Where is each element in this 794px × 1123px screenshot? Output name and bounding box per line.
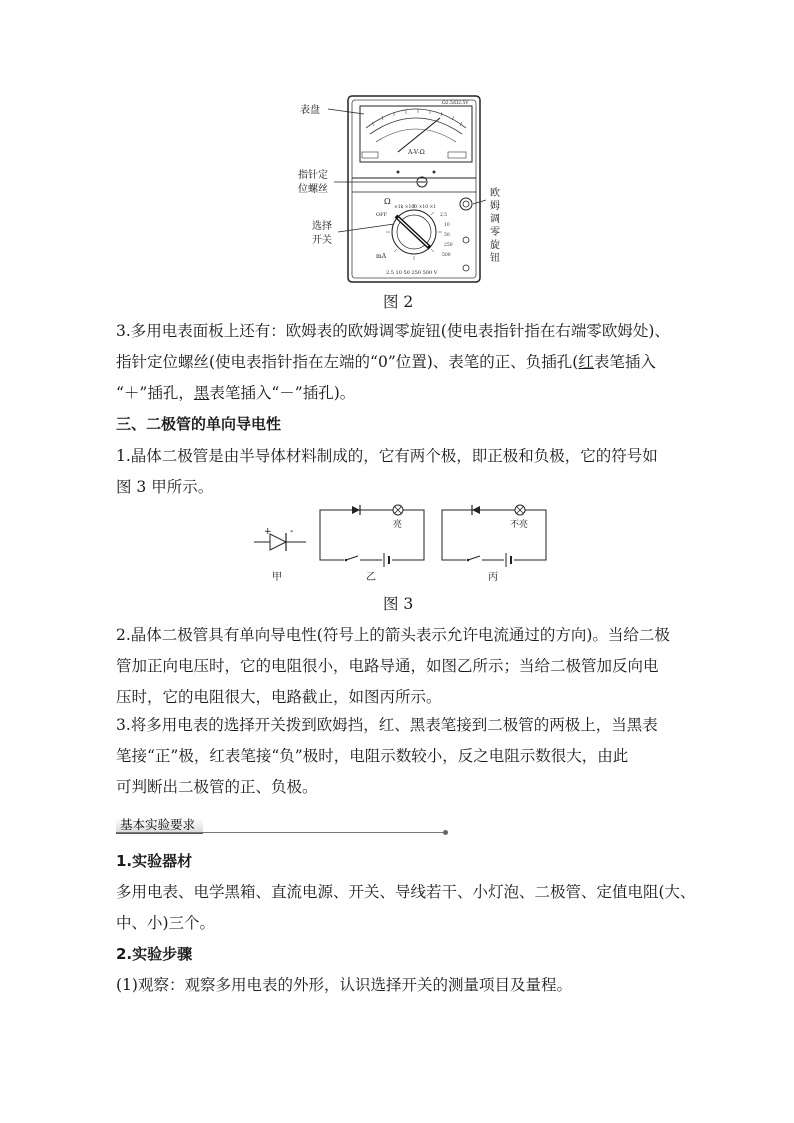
meter-top-right-text: Ω2.5/Ω2.5V (442, 101, 469, 106)
text-line: 指针定位螺丝(使电表指针指在左端的“0”位置)、表笔的正、负插孔(红表笔插入 (116, 353, 656, 371)
label-selector-2: 开关 (312, 235, 332, 246)
meter-range-top: ×1k ×100 ×10 ×1 (394, 205, 437, 210)
svg-text:调: 调 (490, 214, 500, 225)
svg-text:10: 10 (444, 223, 450, 228)
svg-text:欧: 欧 (490, 188, 500, 199)
svg-text:零: 零 (490, 227, 500, 238)
figure-2-caption: 图 2 (383, 293, 414, 311)
meter-dial-text: A-V-Ω (408, 149, 425, 156)
text-line: 图 3 甲所示。 (116, 478, 214, 496)
meter-ohm-symbol: Ω (384, 197, 391, 206)
label-pointer-screw-1: 指针定 (298, 170, 328, 181)
text-line: 管加正向电压时，它的电阻很小，电路导通，如图乙所示；当给二极管加反向电 (116, 657, 659, 675)
label-bing: 丙 (488, 572, 498, 583)
text-line: 笔接“正”极，红表笔接“负”极时，电阻示数较小，反之电阻示数很大，由此 (116, 747, 629, 765)
banner-rule (116, 832, 446, 833)
diode-plus: + (264, 527, 272, 537)
paragraph-diode-1 (116, 441, 696, 503)
diode-minus: - (290, 526, 294, 537)
svg-text:姆: 姆 (490, 201, 500, 212)
label-jia: 甲 (272, 572, 282, 583)
equipment-heading: 1.实验器材 (116, 852, 193, 870)
svg-text:旋: 旋 (490, 240, 500, 251)
label-liang: 亮 (393, 520, 403, 530)
label-selector-1: 选择 (312, 221, 332, 232)
banner-dot (443, 830, 448, 835)
paragraph-panel-parts (116, 316, 696, 409)
meter-off-label: OFF (376, 212, 388, 218)
text-line: 中、小)三个。 (116, 914, 216, 932)
section-steps (116, 939, 696, 1001)
svg-text:钮: 钮 (490, 253, 500, 264)
paragraph-diode-2 (116, 620, 696, 713)
section-banner (116, 818, 446, 832)
paragraph-diode-3 (116, 710, 696, 803)
figure-3-caption: 图 3 (383, 595, 414, 613)
section-heading-diode: 三、二极管的单向导电性 (116, 415, 282, 433)
text-line: 3.将多用电表的选择开关拨到欧姆挡，红、黑表笔接到二极管的两极上，当黑表 (116, 716, 658, 734)
steps-heading: 2.实验步骤 (116, 945, 193, 963)
svg-text:50: 50 (444, 233, 450, 238)
text-line: 压时，它的电阻很大，电路截止，如图丙所示。 (116, 688, 442, 706)
banner-label: 基本实验要求 (116, 818, 203, 834)
svg-text:2.5: 2.5 (440, 213, 448, 218)
label-yi: 乙 (366, 572, 376, 583)
label-pointer-screw-2: 位螺丝 (298, 184, 328, 195)
label-ohm-knob (490, 186, 500, 264)
meter-ma-label: mA (376, 253, 387, 260)
svg-text:500: 500 (442, 253, 451, 258)
text-line: 1.晶体二极管是由半导体材料制成的，它有两个极，即正极和负极，它的符号如 (116, 447, 658, 465)
section-equipment (116, 846, 696, 939)
meter-v-bottom: 2.5 10 50 250 500 V (386, 270, 438, 276)
figure-3-diode-circuits (248, 500, 552, 590)
text-line: 3.多用电表面板上还有：欧姆表的欧姆调零旋钮(使电表指针指在右端零欧姆处)、 (116, 322, 670, 340)
svg-text:250: 250 (444, 243, 453, 248)
text-line: (1)观察：观察多用电表的外形，认识选择开关的测量项目及量程。 (116, 976, 572, 994)
text-line: 可判断出二极管的正、负极。 (116, 778, 318, 796)
text-line: “＋”插孔，黑表笔插入“－”插孔)。 (116, 384, 356, 402)
text-line: 多用电表、电学黑箱、直流电源、开关、导线若干、小灯泡、二极管、定值电阻(大、 (116, 883, 696, 901)
label-dial: 表盘 (300, 105, 320, 116)
figure-2-multimeter (290, 92, 510, 288)
text-line: 2.晶体二极管具有单向导电性(符号上的箭头表示允许电流通过的方向)。当给二极 (116, 626, 670, 644)
label-buliang: 不亮 (510, 520, 529, 530)
ohm-zero-knob (460, 198, 472, 210)
